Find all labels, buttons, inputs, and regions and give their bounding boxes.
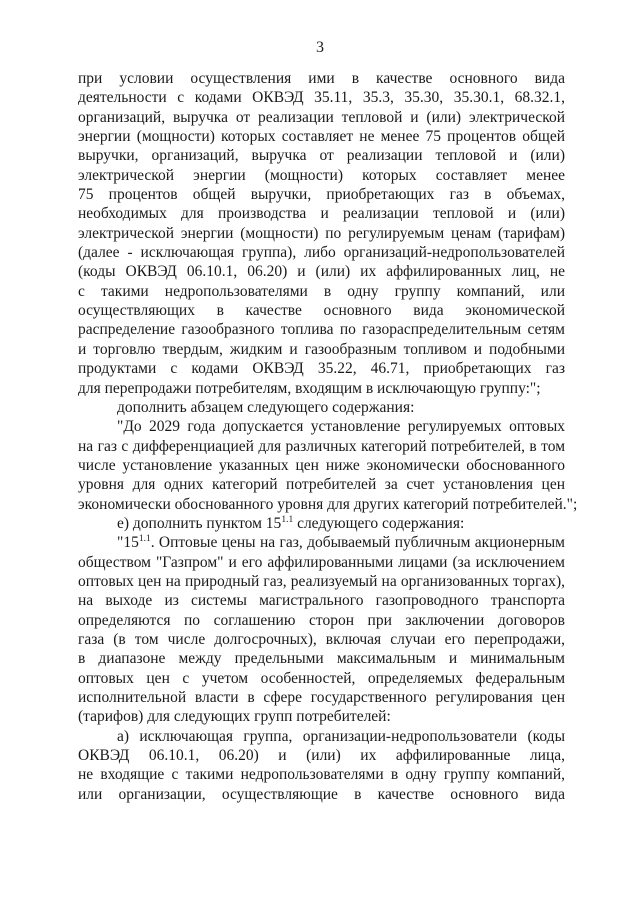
text-line: 75 процентов общей выручки, приобретающих газ в объемах, <box>78 186 565 204</box>
text-line <box>78 533 565 552</box>
text-line: на выходе из системы магистрального газопроводного транспорта <box>78 592 565 610</box>
text-line: а) исключающая группа, организации-недропользователи (коды <box>117 727 565 745</box>
text-line: при условии осуществления ими в качестве основного вида <box>78 70 565 87</box>
text-line: необходимых для производства и реализации тепловой и (или) <box>78 205 565 223</box>
text-line: и торговлю твердым, жидким и газообразным топливом и подобными <box>78 340 565 358</box>
text-segment: "15 <box>117 534 139 552</box>
text-segment: следующего содержания: <box>293 514 465 532</box>
text-line: обществом "Газпром" и его аффилированными лицами (за исключением <box>78 553 565 571</box>
text-line: с такими недропользователями в одну группу компаний, или <box>78 282 565 300</box>
text-line: определяются по соглашению сторон при заключении договоров <box>78 611 565 629</box>
document-body <box>78 69 578 804</box>
text-line: для перепродажи потребителям, входящим в исключающую группу:"; <box>78 379 541 397</box>
text-segment: е) дополнить пунктом 15 <box>117 514 282 532</box>
text-line: ОКВЭД 06.10.1, 06.20) и (или) их аффилированные лица, <box>78 747 565 765</box>
text-line: газа (в том числе долгосрочных), включая случаи его перепродажи, <box>78 630 565 648</box>
text-line: уровня для одних категорий потребителей за счет установления цен <box>78 476 565 494</box>
text-line: дополнить абзацем следующего содержания: <box>117 398 415 416</box>
text-line: осуществляющих в качестве основного вида экономической <box>78 302 565 320</box>
superscript: 1.1 <box>138 534 151 545</box>
text-line <box>78 514 565 533</box>
text-line: электрической энергии (мощности) которых составляет менее <box>78 166 565 184</box>
text-line: энергии (мощности) которых составляет не менее 75 процентов общей <box>78 128 565 146</box>
text-line: на газ с дифференциацией для различных категорий потребителей, в том <box>78 437 565 455</box>
text-line: или организации, осуществляющие в качестве основного вида <box>78 785 565 803</box>
text-line: в диапазоне между предельными максимальным и минимальным <box>78 650 565 668</box>
text-line: не входящие с такими недропользователями в одну группу компаний, <box>78 766 565 784</box>
text-line: выручки, организаций, выручка от реализации тепловой и (или) <box>78 147 565 165</box>
text-line: деятельности с кодами ОКВЭД 35.11, 35.3, 35.30, 35.30.1, 68.32.1, <box>78 89 565 107</box>
page-number: 3 <box>316 39 324 56</box>
superscript: 1.1 <box>281 514 294 525</box>
text-line: исполнительной власти в сфере государственного регулирования цен <box>78 689 565 706</box>
text-line: распределение газообразного топлива по газораспределительным сетям <box>78 321 565 339</box>
text-line: (коды ОКВЭД 06.10.1, 06.20) и (или) их аффилированных лиц, не <box>78 263 565 281</box>
text-line: экономически обоснованного уровня для других категорий потребителей."; <box>78 495 578 513</box>
text-line: числе установление указанных цен ниже экономически обоснованного <box>78 456 565 474</box>
text-line: "До 2029 года допускается установление регулируемых оптовых <box>117 418 565 436</box>
text-line: (далее - исключающая группа), либо организаций-недропользователей <box>78 244 565 262</box>
text-line: оптовых цен на природный газ, реализуемый на организованных торгах), <box>78 572 565 590</box>
text-segment: . Оптовые цены на газ, добываемый публичным акционерным <box>150 534 565 552</box>
text-line: электрической энергии (мощности) по регулируемым ценам (тарифам) <box>78 224 565 242</box>
text-line: оптовых цен с учетом особенностей, определяемых федеральным <box>78 669 565 687</box>
text-line: продуктами с кодами ОКВЭД 35.22, 46.71, приобретающих газ <box>78 360 565 378</box>
text-line: организаций, выручка от реализации тепловой и (или) электрической <box>78 108 565 126</box>
text-line: (тарифов) для следующих групп потребителей: <box>78 708 391 726</box>
